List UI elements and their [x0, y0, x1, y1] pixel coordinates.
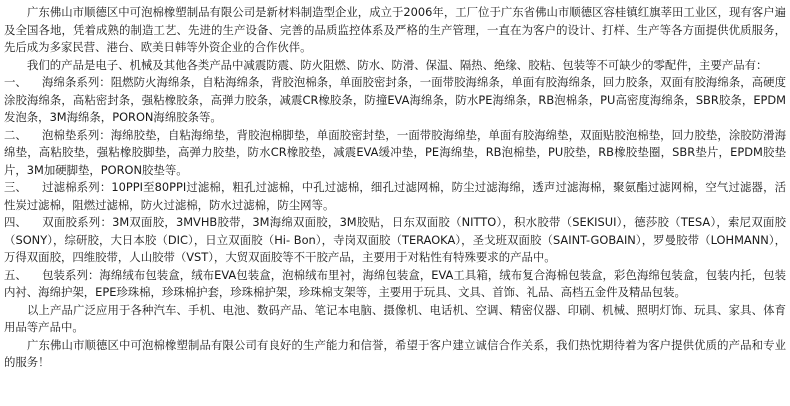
closing-paragraph: 广东佛山市顺德区中可泡棉橡塑制品有限公司有良好的生产能力和信誉，希望于客户建立诚信合作关系，我们热忱期待着为客户提供优质的产品和专业的服务！ [4, 337, 786, 369]
item-number: 三、 [4, 180, 27, 194]
item-text: 海绵条系列：阻燃防火海绵条，自粘海绵条，背胶泡棉条，单面胶密封条，一面带胶海绵条，单面有胶海绵条，回力胶条，双面有胶海绵条，高硬度涂胶海绵条，高粘密封条，强粘橡胶条，高弹力胶条，减震CR橡胶条，防撞EVA海绵条，防水PE海绵条，RB泡棉条，PU高密度海绵条，SBR胶条，EPDM发泡条，3M海绵条，PORON海绵胶条等。 [4, 75, 786, 124]
intro-paragraph: 广东佛山市顺德区中可泡棉橡塑制品有限公司是新材料制造型企业，成立于2006年，工厂位于广东省佛山市顺德区容桂镇红旗莘田工业区，现有客户遍及全国各地，凭着成熟的制造工艺、先进的生产设备、完善的品质监控体系及严格的生产管理，一直在为客户的设计、打样、生产等各方面提供优质服务，先后成为多家民营、港台、欧美日韩等外资企业的合作伙伴。 [4, 5, 786, 54]
product-item-double-sided-tape [4, 214, 786, 267]
product-item-packaging [4, 267, 786, 302]
item-number: 五、 [4, 267, 27, 282]
item-text: 双面胶系列：3M双面胶，3MVHB胶带，3M海绵双面胶，3M胶贴，日东双面胶（NITTO），积水胶带（SEKISUI），德莎胶（TESA），索尼双面胶（SONY），综研胶，大日本胶（DIC），日立双面胶（Hi- Bon），寺岗双面胶（TERAOKA），圣戈班双面胶（SAINT-GOBAIN），罗曼胶带（LOHMANN），万得双面胶，四维胶带，人山胶带（VST），大贸双面胶等不干胶产品，主要用于对粘性有特殊要求的产品中。 [4, 215, 786, 264]
item-text: 包装系列：海绵绒布包装盒，绒布EVA包装盒，泡棉绒布里衬，海绵包装盒，EVA工具箱，绒布复合海棉包装盒，彩色海绵包装盒，包装内托，包装内衬、海绵护架，EPE珍珠棉，珍珠棉护套，珍珠棉护架，珍珠棉支架等，主要用于玩具、文具、首饰、礼品、高档五金件及精品包装。 [4, 267, 786, 299]
item-text: 泡棉垫系列：海绵胶垫，自粘海绵垫，背胶泡棉脚垫，单面胶密封垫，一面带胶海绵垫，单面有胶海绵垫，双面贴胶泡棉垫，回力胶垫，涂胶防滑海绵垫，高粘胶垫，强粘橡胶脚垫，高弹力胶垫，防水CR橡胶垫，减震EVA缓冲垫，PE海绵垫，RB泡棉垫，PU胶垫，RB橡胶垫圈，SBR垫片，EPDM胶垫片，3M加硬脚垫，PORON胶垫等。 [4, 127, 786, 177]
item-number: 一、 [4, 75, 27, 89]
product-item-foam-pad [4, 127, 786, 180]
applications-paragraph: 以上产品广泛应用于各种汽车、手机、电池、数码产品、笔记本电脑、摄像机、电话机、空调、精密仪器、印刷、机械、照明灯饰、玩具、家具、体育用品等产品中。 [4, 302, 786, 334]
product-item-foam-strip [4, 74, 786, 127]
product-item-filter-foam [4, 179, 786, 214]
item-number: 四、 [4, 215, 27, 229]
item-number: 二、 [4, 127, 27, 142]
item-text: 过滤棉系列：10PPI至80PPI过滤棉，粗孔过滤棉，中孔过滤棉，细孔过滤网棉，防尘过滤海绵，透声过滤海棉，聚氨酯过滤网棉，空气过滤器，活性炭过滤棉，阻燃过滤棉，防火过滤棉，防水过滤棉，防尘网等。 [4, 180, 786, 212]
products-intro-paragraph: 我们的产品是电子、机械及其他各类产品中减震防震、防火阻燃、防水、防滑、保温、隔热、绝缘、胶粘、包装等不可缺少的零配件，主要产品有： [27, 57, 768, 72]
